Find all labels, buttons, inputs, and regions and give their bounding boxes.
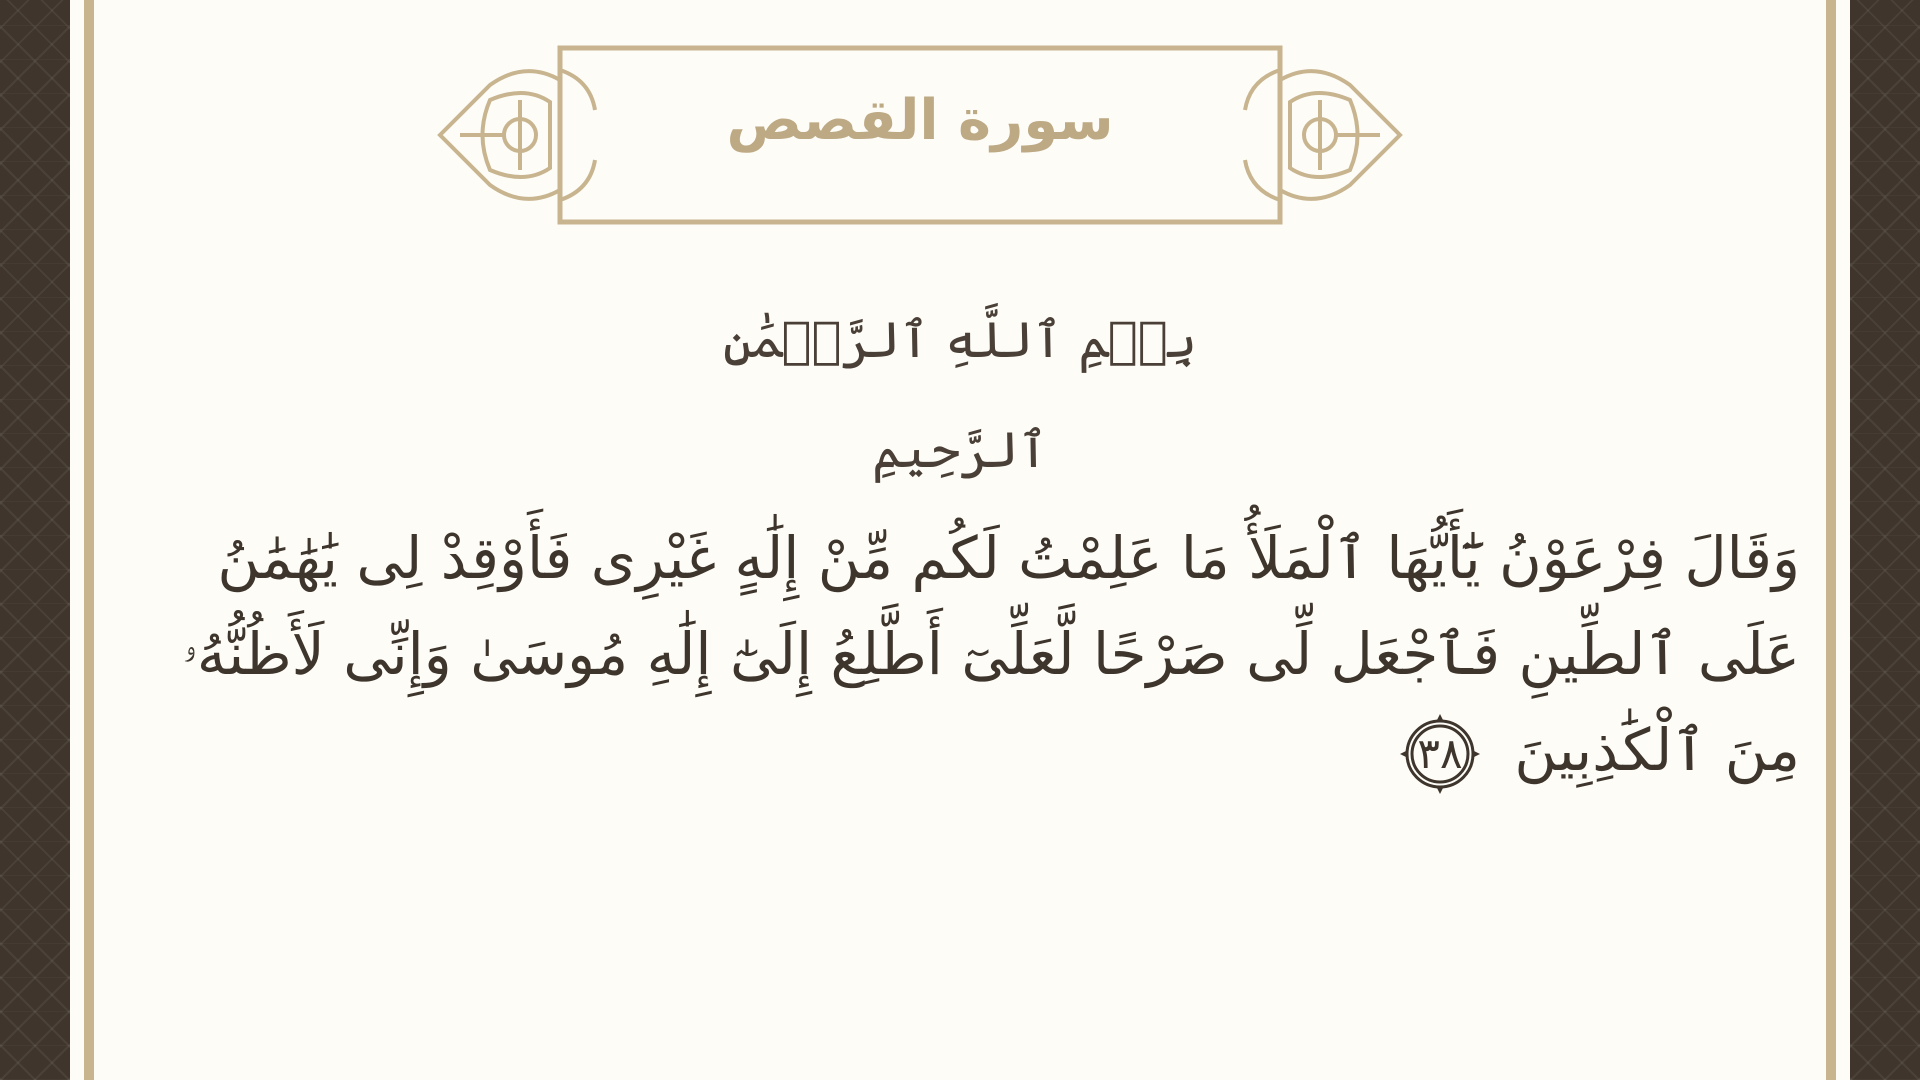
right-gold-stripe: [1826, 0, 1836, 1080]
right-ornamental-border: [1850, 0, 1920, 1080]
ayah-end-marker: [1398, 712, 1482, 796]
verse-text-block: [120, 510, 1800, 798]
ayah-number: ٣٨: [1417, 728, 1463, 778]
left-ornamental-border: [0, 0, 70, 1080]
surah-title-cartouche: [430, 40, 1410, 230]
verse-text: وَقَالَ فِرْعَوْنُ يَٰٓأَيُّهَا ٱلْمَلَأُ مَا عَلِمْتُ لَكُم مِّنْ إِلَٰهٍ غَيْرِى فَأَوْقِدْ لِى يَٰهَٰمَٰنُ عَلَى ٱلطِّينِ فَٱجْعَل لِّى صَرْحًا لَّعَلِّىٓ أَطَّلِعُ إِلَىٰٓ إِلَٰهِ مُوسَىٰ وَإِنِّى لَأَظُنُّهُۥ مِنَ ٱلْكَٰذِبِينَ: [182, 524, 1800, 784]
left-gold-stripe: [84, 0, 94, 1080]
basmala-calligraphy: بِسۡمِ ٱللَّهِ ٱلرَّحۡمَٰنِ ٱلرَّحِيمِ: [722, 311, 1198, 479]
surah-title: سورة القصص: [726, 88, 1114, 153]
